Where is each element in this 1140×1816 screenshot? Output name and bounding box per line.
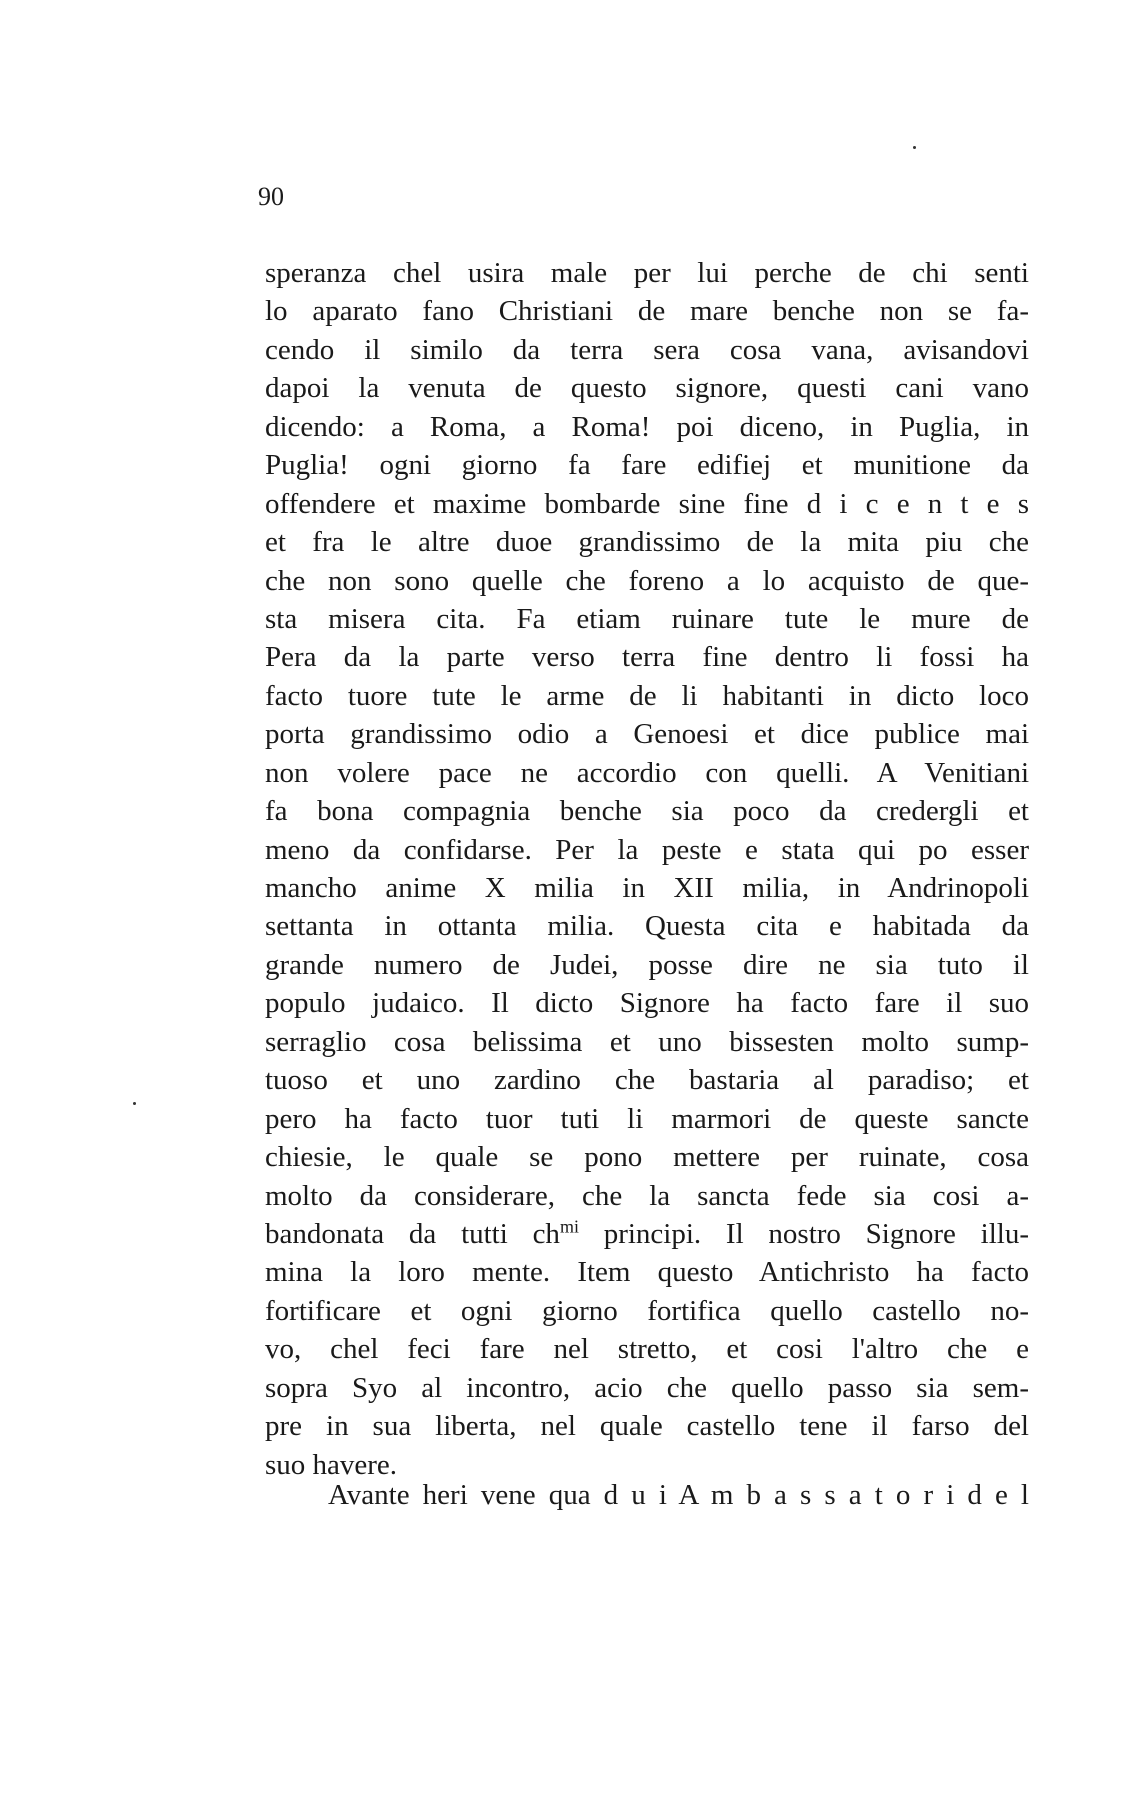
text-line: et fra le altre duoe grandissimo de la mita piu che [265, 526, 1029, 559]
scan-speck [133, 1102, 136, 1105]
text-line: porta grandissimo odio a Genoesi et dice publice mai [265, 718, 1029, 751]
text-line: serraglio cosa belissima et uno bissesten molto sump- [265, 1025, 1029, 1058]
text-line: Pera da la parte verso terra fine dentro li fossi ha [265, 641, 1029, 674]
text-line: settanta in ottanta milia. Questa cita e habitada da [265, 910, 1029, 943]
text-line: offendere et maxime bombarde sine fine d i c e n t e s [265, 487, 1029, 520]
text-line: cendo il similo da terra sera cosa vana, avisandovi [265, 333, 1029, 366]
text-line: pre in sua liberta, nel quale castello tene il farso del [265, 1410, 1029, 1443]
text-line: molto da considerare, che la sancta fede sia cosi a- [265, 1179, 1029, 1212]
body-text [265, 254, 1029, 1484]
text-fragment: bandonata da tutti ch [265, 1217, 560, 1250]
text-line: chiesie, le quale se pono mettere per ruinate, cosa [265, 1141, 1029, 1174]
text-line: lo aparato fano Christiani de mare benche non se fa- [265, 295, 1029, 328]
text-line: meno da confidarse. Per la peste e stata qui po esser [265, 833, 1029, 866]
text-line-last: suo havere. [265, 1448, 398, 1481]
scan-speck [913, 146, 916, 149]
text-line: vo, chel feci fare nel stretto, et cosi l'altro che e [265, 1333, 1029, 1366]
text-line: populo judaico. Il dicto Signore ha facto fare il suo [265, 987, 1029, 1020]
text-fragment: principi. Il nostro Signore illu- [578, 1217, 1029, 1250]
text-line: mancho anime X milia in XII milia, in Andrinopoli [265, 872, 1029, 904]
text-line: fa bona compagnia benche sia poco da credergli et [265, 795, 1029, 828]
text-line: pero ha facto tuor tuti li marmori de queste sancte [265, 1102, 1029, 1135]
text-line: sta misera cita. Fa etiam ruinare tute le mure de [265, 602, 1029, 635]
superscript: mi [559, 1216, 579, 1237]
text-line: fortificare et ogni giorno fortifica quello castello no- [265, 1294, 1029, 1327]
text-line: sopra Syo al incontro, acio che quello passo sia sem- [265, 1371, 1029, 1404]
text-line: non volere pace ne accordio con quelli. A Venitiani [265, 756, 1029, 789]
text-line: che non sono quelle che foreno a lo acquisto de que- [265, 564, 1029, 597]
text-line: tuoso et uno zardino che bastaria al paradiso; et [265, 1064, 1029, 1097]
text-line-superscript [265, 1215, 1029, 1253]
text-line: grande numero de Judei, posse dire ne sia tuto il [265, 948, 1029, 981]
text-line: Puglia! ogni giorno fa fare edifiej et munitione da [265, 449, 1029, 482]
text-line: dicendo: a Roma, a Roma! poi diceno, in Puglia, in [265, 410, 1029, 443]
page-number: 90 [258, 182, 284, 211]
text-line: dapoi la venuta de questo signore, questi cani vano [265, 372, 1029, 405]
next-paragraph: Avante heri vene qua d u i A m b a s s a t o r i d e l [328, 1479, 1029, 1511]
text-line: speranza chel usira male per lui perche de chi senti [265, 257, 1029, 289]
text-line: facto tuore tute le arme de li habitanti in dicto loco [265, 679, 1029, 712]
text-line: mina la loro mente. Item questo Antichristo ha facto [265, 1256, 1029, 1289]
